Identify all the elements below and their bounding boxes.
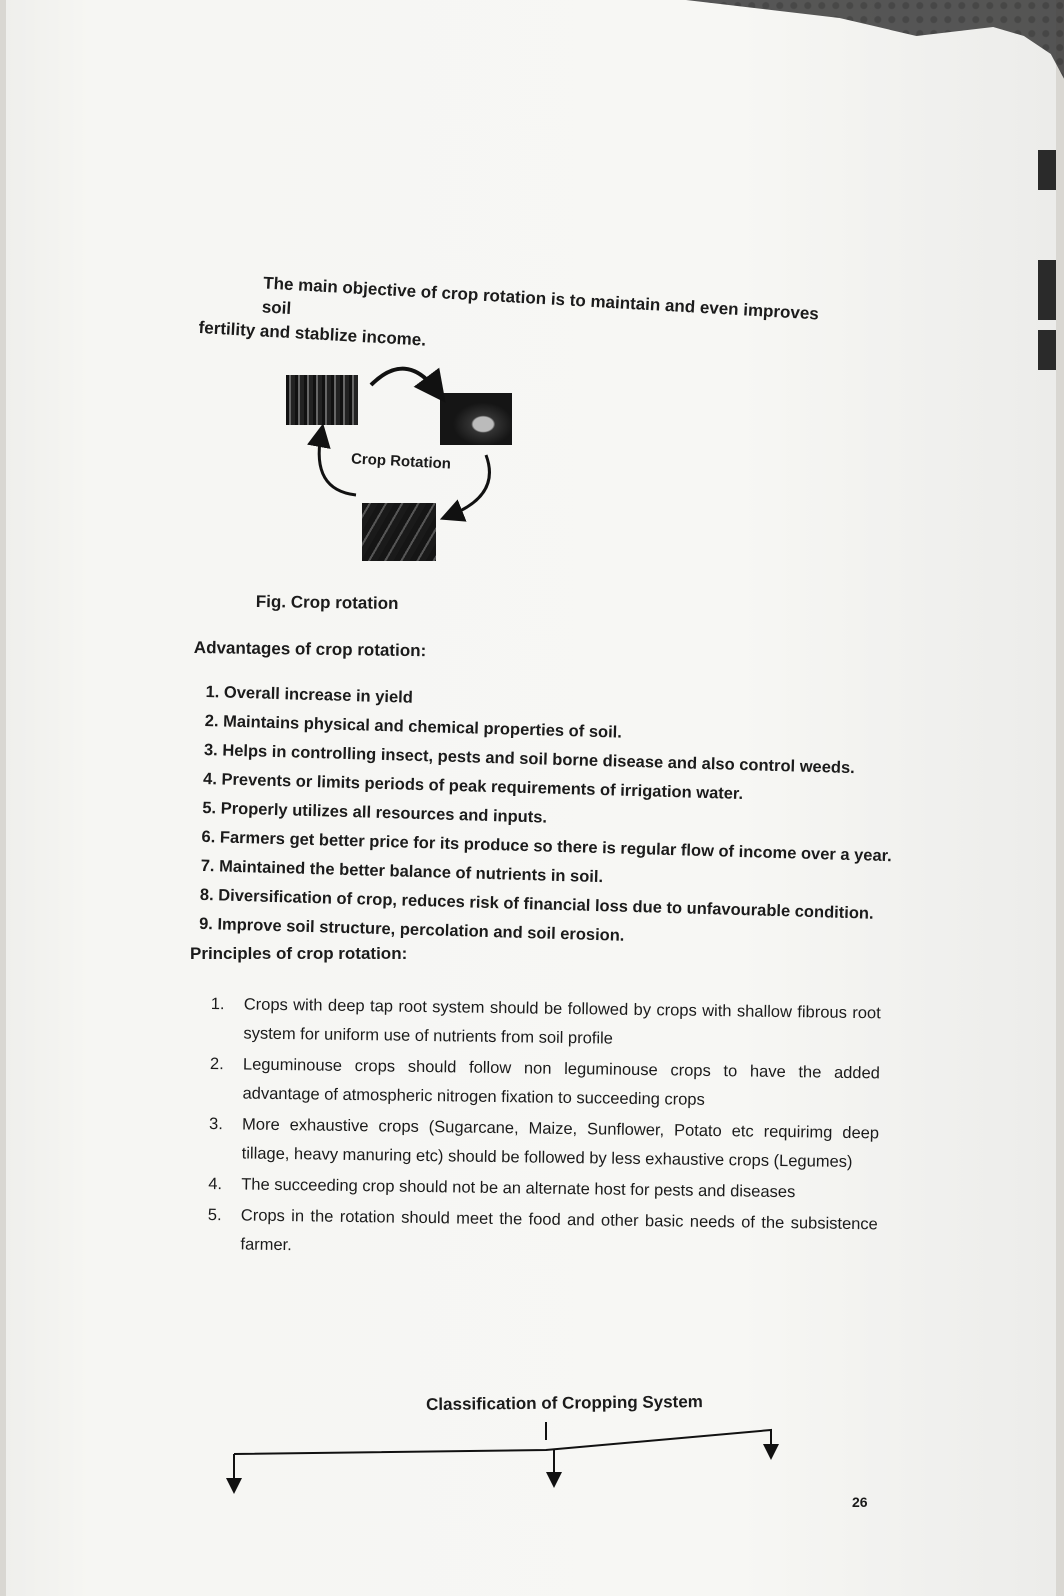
- list-number: 4.: [208, 1174, 223, 1194]
- list-number: 2.: [209, 1054, 224, 1074]
- list-number: 3.: [209, 1114, 224, 1134]
- figure-caption: Fig. Crop rotation: [255, 592, 399, 613]
- list-number: 5.: [207, 1205, 222, 1225]
- intro-line-2: fertility and stablize income.: [198, 317, 427, 350]
- list-item: [207, 1201, 878, 1268]
- crop-rotation-diagram: [276, 355, 536, 580]
- list-item: 8. Diversification of crop, reduces risk of financial loss due to unfavourable condition.: [199, 885, 874, 923]
- list-number: 1.: [210, 994, 225, 1014]
- advantages-list: [199, 678, 896, 958]
- principles-list: [207, 990, 881, 1270]
- list-text: Crops in the rotation should meet the food and other basic needs of the subsistence farmer.: [240, 1206, 878, 1255]
- classification-title: Classification of Cropping System: [426, 1392, 703, 1414]
- list-item: 7. Maintained the better balance of nutrients in soil.: [200, 856, 604, 887]
- list-item: 4. Prevents or limits periods of peak requirements of irrigation water.: [202, 769, 744, 804]
- intro-line-1: The main objective of crop rotation is to maintain and even improves soil: [261, 273, 820, 324]
- list-item: [209, 1050, 880, 1117]
- list-item: 2. Maintains physical and chemical properties of soil.: [204, 711, 623, 742]
- page-edge-shadow: [1038, 260, 1056, 320]
- list-item: 6. Farmers get better price for its produce so there is regular flow of income over a year.: [201, 827, 893, 866]
- list-item: 3. Helps in controlling insect, pests and soil borne disease and also control weeds.: [203, 740, 855, 778]
- list-item: 5. Properly utilizes all resources and inputs.: [202, 798, 548, 827]
- list-item: 1. Overall increase in yield: [205, 682, 414, 707]
- list-item: 9. Improve soil structure, percolation and soil erosion.: [198, 914, 625, 945]
- list-text: More exhaustive crops (Sugarcane, Maize, Sunflower, Potato etc requirimg deep tillage, heavy manuring etc) should be followed by less exhaustive crops (Legumes): [241, 1115, 880, 1171]
- arrow-top: [371, 369, 436, 390]
- page-edge-shadow: [1038, 150, 1056, 190]
- list-text: The succeeding crop should not be an alternate host for pests and diseases: [241, 1175, 796, 1202]
- page-number: 26: [852, 1494, 868, 1510]
- list-item: [209, 1110, 880, 1177]
- arrow-right: [451, 455, 489, 515]
- list-text: Crops with deep tap root system should be followed by crops with shallow fibrous root system for uniform use of nutrients from soil profile: [243, 995, 881, 1048]
- list-text: Leguminouse crops should follow non leguminouse crops to have the added advantage of atmospheric nitrogen fixation to succeeding crops: [242, 1055, 881, 1109]
- principles-heading: Principles of crop rotation:: [190, 944, 408, 963]
- page-edge-shadow: [1038, 330, 1056, 370]
- classification-tree-lines: [226, 1420, 786, 1500]
- background-pattern: [686, 0, 1064, 90]
- diagram-center-label: Crop Rotation: [350, 450, 452, 473]
- list-item: [210, 990, 881, 1057]
- document-page: [6, 0, 1056, 1596]
- advantages-heading: Advantages of crop rotation:: [193, 638, 427, 661]
